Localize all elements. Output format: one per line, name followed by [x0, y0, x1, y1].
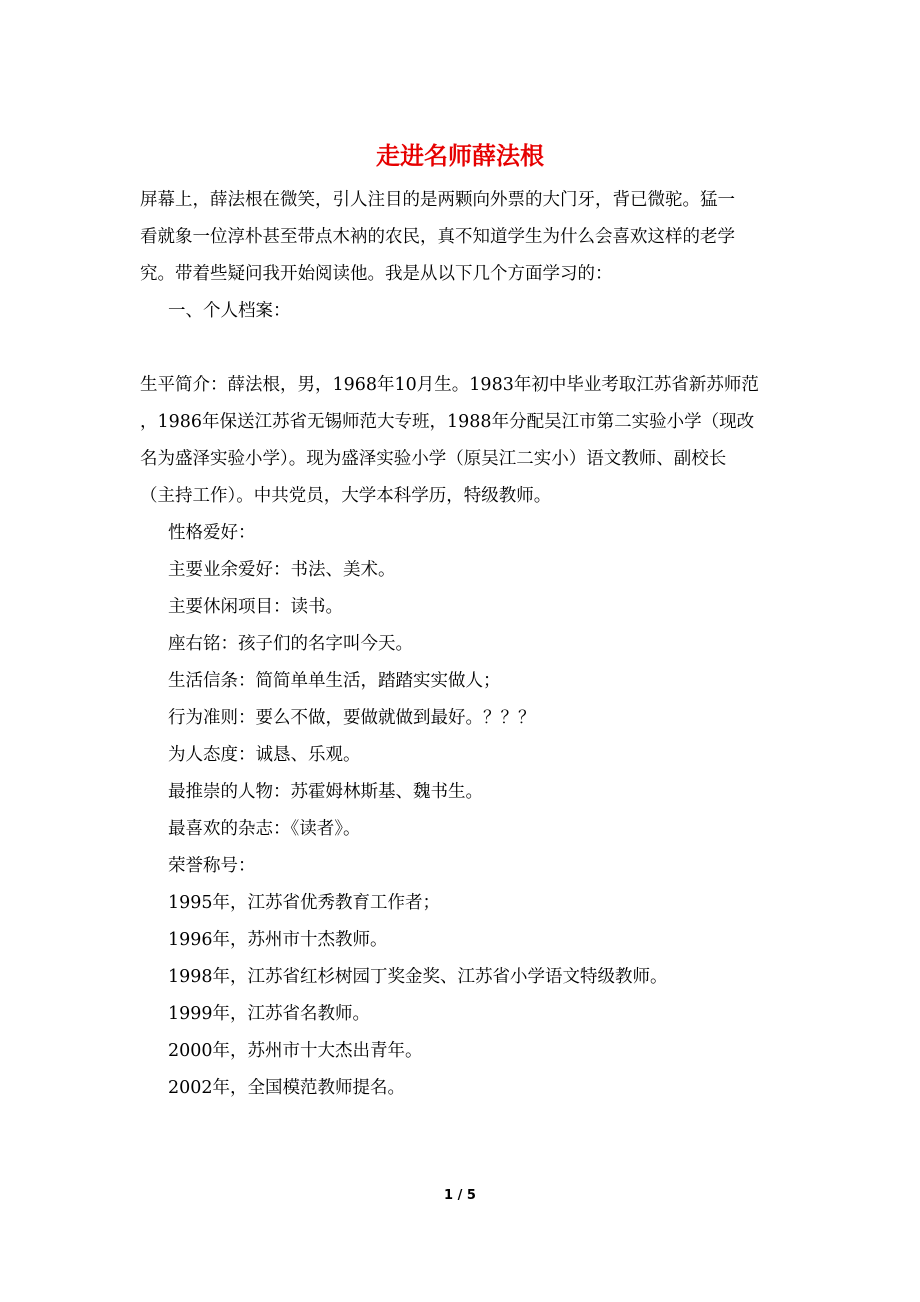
profile-item: 主要休闲项目：读书。: [168, 597, 343, 617]
honor-item: 1999年，江苏省名教师。: [168, 1004, 371, 1024]
blank-line: [140, 330, 780, 367]
honor-item: 2002年，全国模范教师提名。: [168, 1078, 406, 1098]
bio-line: 生平简介：薛法根，男，1968年10月生。1983年初中毕业考取江苏省新苏师范: [140, 375, 759, 395]
profile-item: 性格爱好：: [168, 523, 256, 543]
profile-item: 最喜欢的杂志：《读者》。: [168, 819, 361, 839]
honor-item: 1995年，江苏省优秀教育工作者；: [168, 893, 441, 913]
honor-item: 1996年，苏州市十杰教师。: [168, 930, 388, 950]
profile-item: 最推崇的人物：苏霍姆林斯基、魏书生。: [168, 782, 483, 802]
document-body: [140, 182, 780, 1107]
bio-line: ，1986年保送江苏省无锡师范大专班，1988年分配吴江市第二实验小学（现改: [140, 412, 755, 432]
honor-item: 1998年，江苏省红杉树园丁奖金奖、江苏省小学语文特级教师。: [168, 967, 668, 987]
profile-item: 座右铭：孩子们的名字叫今天。: [168, 634, 413, 654]
honor-item: 2000年，苏州市十大杰出青年。: [168, 1041, 423, 1061]
page-number: 1 / 5: [444, 1188, 476, 1203]
section-heading: 一、个人档案：: [168, 301, 291, 321]
document-title: 走进名师薛法根: [376, 142, 544, 170]
intro-line: 屏幕上，薛法根在微笑，引人注目的是两颗向外票的大门牙，背已微驼。猛一: [140, 190, 735, 210]
profile-item: 为人态度：诚恳、乐观。: [168, 745, 361, 765]
intro-line: 看就象一位淳朴甚至带点木衲的农民，真不知道学生为什么会喜欢这样的老学: [140, 227, 735, 247]
bio-line: 名为盛泽实验小学）。现为盛泽实验小学（原吴江二实小）语文教师、副校长: [140, 449, 727, 469]
bio-line: （主持工作）。中共党员，大学本科学历，特级教师。: [140, 486, 552, 506]
intro-line: 究。带着些疑问我开始阅读他。我是从以下几个方面学习的：: [140, 264, 613, 284]
profile-item: 荣誉称号：: [168, 856, 256, 876]
profile-item: 主要业余爱好：书法、美术。: [168, 560, 396, 580]
profile-item: 行为准则：要么不做，要做就做到最好。？？？: [168, 708, 536, 728]
profile-item: 生活信条：简简单单生活，踏踏实实做人；: [168, 671, 501, 691]
